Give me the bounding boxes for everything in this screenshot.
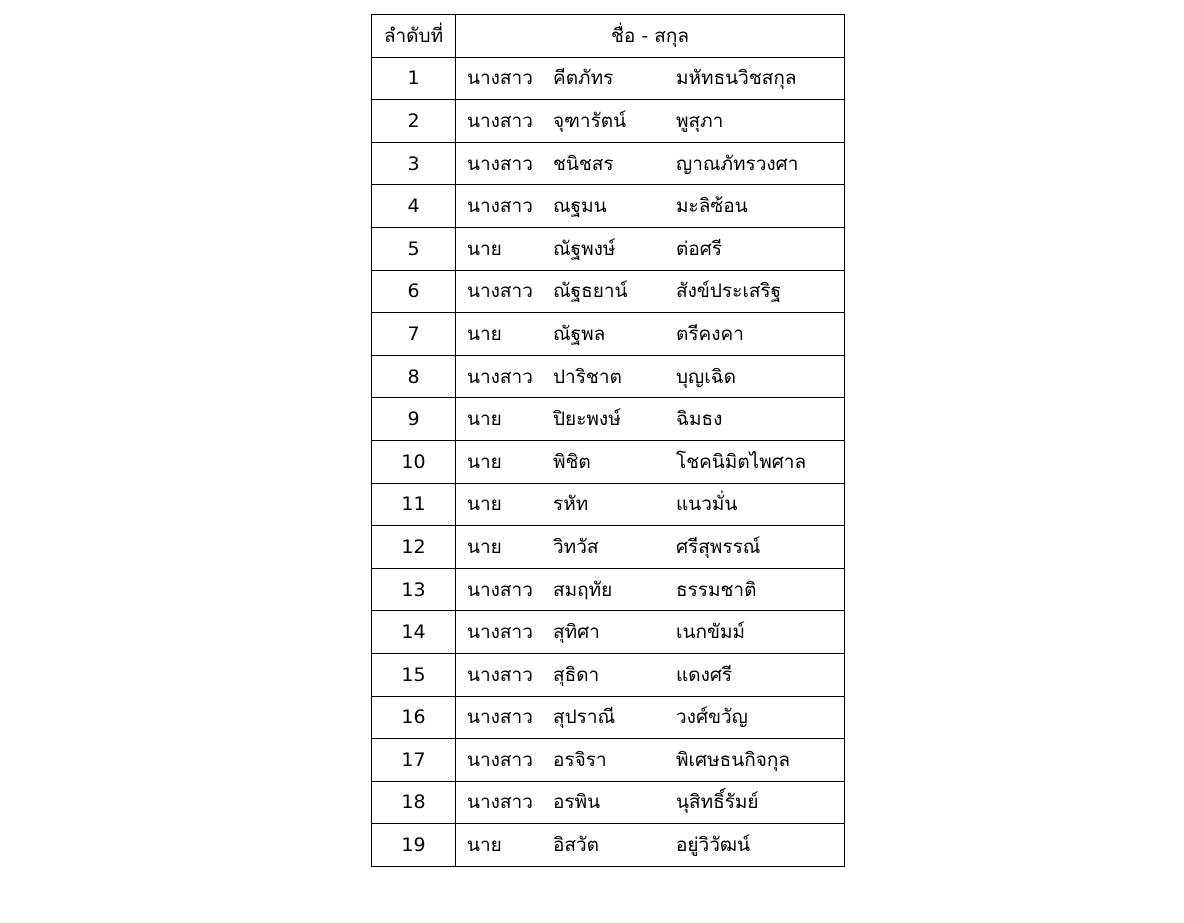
table-row <box>372 653 845 696</box>
last-name: โชคนิมิตไพศาล <box>676 450 807 473</box>
first-name: อิสวัต <box>553 834 600 857</box>
name-title: นางสาว <box>467 791 533 814</box>
last-name: ตรีคงคา <box>676 322 744 345</box>
name-title: นาย <box>467 408 502 431</box>
table-row <box>372 313 845 356</box>
table-row <box>372 696 845 739</box>
table-row <box>372 739 845 782</box>
full-name-cell <box>456 696 845 739</box>
row-number: 1 <box>372 57 456 100</box>
table-row <box>372 824 845 867</box>
row-number: 10 <box>372 440 456 483</box>
full-name-cell <box>456 57 845 100</box>
header-order: ลำดับที่ <box>372 15 456 58</box>
name-title: นางสาว <box>467 748 533 771</box>
name-title: นางสาว <box>467 280 533 303</box>
row-number: 17 <box>372 739 456 782</box>
first-name: ชนิชสร <box>553 152 614 175</box>
full-name-cell <box>456 355 845 398</box>
first-name: ปาริชาต <box>553 365 622 388</box>
first-name: ณฐมน <box>553 195 607 218</box>
last-name: แนวมั่น <box>676 493 738 516</box>
first-name: คีตภัทร <box>553 67 614 90</box>
full-name-cell <box>456 824 845 867</box>
table-row <box>372 100 845 143</box>
last-name: มหัทธนวิชสกุล <box>676 67 797 90</box>
first-name: สุปราณี <box>553 706 616 729</box>
full-name-cell <box>456 185 845 228</box>
name-title: นางสาว <box>467 578 533 601</box>
table-row <box>372 526 845 569</box>
row-number: 13 <box>372 568 456 611</box>
first-name: ณัฐพล <box>553 322 606 345</box>
header-name: ชื่อ - สกุล <box>456 15 845 58</box>
row-number: 9 <box>372 398 456 441</box>
last-name: สังข์ประเสริฐ <box>676 280 782 303</box>
table-row <box>372 355 845 398</box>
last-name: ญาณภัทรวงศา <box>676 152 799 175</box>
first-name: อรจิรา <box>553 748 607 771</box>
row-number: 12 <box>372 526 456 569</box>
last-name: ฉิมธง <box>676 408 723 431</box>
name-title: นางสาว <box>467 365 533 388</box>
first-name: อรพิน <box>553 791 601 814</box>
name-title: นางสาว <box>467 109 533 132</box>
name-title: นางสาว <box>467 706 533 729</box>
table-row <box>372 611 845 654</box>
table-row <box>372 185 845 228</box>
name-list-table <box>371 14 845 867</box>
name-title: นาย <box>467 493 502 516</box>
name-title: นาย <box>467 535 502 558</box>
full-name-cell <box>456 142 845 185</box>
table-row <box>372 270 845 313</box>
first-name: พิชิต <box>553 450 591 473</box>
full-name-cell <box>456 100 845 143</box>
name-title: นางสาว <box>467 195 533 218</box>
table-header-row <box>372 15 845 58</box>
last-name: วงศ์ขวัญ <box>676 706 748 729</box>
first-name: ปิยะพงษ์ <box>553 408 621 431</box>
last-name: ธรรมชาติ <box>676 578 757 601</box>
full-name-cell <box>456 483 845 526</box>
table-row <box>372 57 845 100</box>
full-name-cell <box>456 440 845 483</box>
last-name: บุญเฉิด <box>676 365 737 388</box>
first-name: ณัฐธยาน์ <box>553 280 628 303</box>
last-name: แดงศรี <box>676 663 733 686</box>
row-number: 15 <box>372 653 456 696</box>
full-name-cell <box>456 270 845 313</box>
full-name-cell <box>456 739 845 782</box>
row-number: 7 <box>372 313 456 356</box>
row-number: 4 <box>372 185 456 228</box>
row-number: 8 <box>372 355 456 398</box>
full-name-cell <box>456 611 845 654</box>
last-name: เนกขัมม์ <box>676 621 746 644</box>
row-number: 18 <box>372 781 456 824</box>
first-name: สุทิศา <box>553 621 600 644</box>
full-name-cell <box>456 653 845 696</box>
full-name-cell <box>456 313 845 356</box>
name-title: นาย <box>467 322 502 345</box>
row-number: 11 <box>372 483 456 526</box>
last-name: พูสุภา <box>676 109 724 132</box>
table-row <box>372 440 845 483</box>
first-name: สมฤทัย <box>553 578 613 601</box>
table-row <box>372 227 845 270</box>
last-name: นุสิทธิ์รัมย์ <box>676 791 759 814</box>
last-name: อยู่วิวัฒน์ <box>676 834 751 857</box>
name-title: นางสาว <box>467 152 533 175</box>
table-row <box>372 398 845 441</box>
table-row <box>372 781 845 824</box>
table-row <box>372 568 845 611</box>
row-number: 19 <box>372 824 456 867</box>
last-name: ศรีสุพรรณ์ <box>676 535 761 558</box>
row-number: 16 <box>372 696 456 739</box>
full-name-cell <box>456 526 845 569</box>
row-number: 14 <box>372 611 456 654</box>
first-name: จุฑารัตน์ <box>553 109 627 132</box>
name-title: นาย <box>467 834 502 857</box>
first-name: รหัท <box>553 493 589 516</box>
name-title: นาย <box>467 450 502 473</box>
first-name: ณัฐพงษ์ <box>553 237 616 260</box>
full-name-cell <box>456 568 845 611</box>
last-name: ต่อศรี <box>676 237 723 260</box>
first-name: สุธิดา <box>553 663 600 686</box>
full-name-cell <box>456 398 845 441</box>
row-number: 5 <box>372 227 456 270</box>
row-number: 6 <box>372 270 456 313</box>
table-body <box>372 57 845 866</box>
last-name: พิเศษธนกิจกุล <box>676 748 790 771</box>
name-title: นางสาว <box>467 67 533 90</box>
last-name: มะลิซ้อน <box>676 195 748 218</box>
row-number: 2 <box>372 100 456 143</box>
name-title: นาย <box>467 237 502 260</box>
name-title: นางสาว <box>467 621 533 644</box>
first-name: วิทวัส <box>553 535 599 558</box>
table-row <box>372 483 845 526</box>
name-title: นางสาว <box>467 663 533 686</box>
table-row <box>372 142 845 185</box>
row-number: 3 <box>372 142 456 185</box>
full-name-cell <box>456 781 845 824</box>
full-name-cell <box>456 227 845 270</box>
